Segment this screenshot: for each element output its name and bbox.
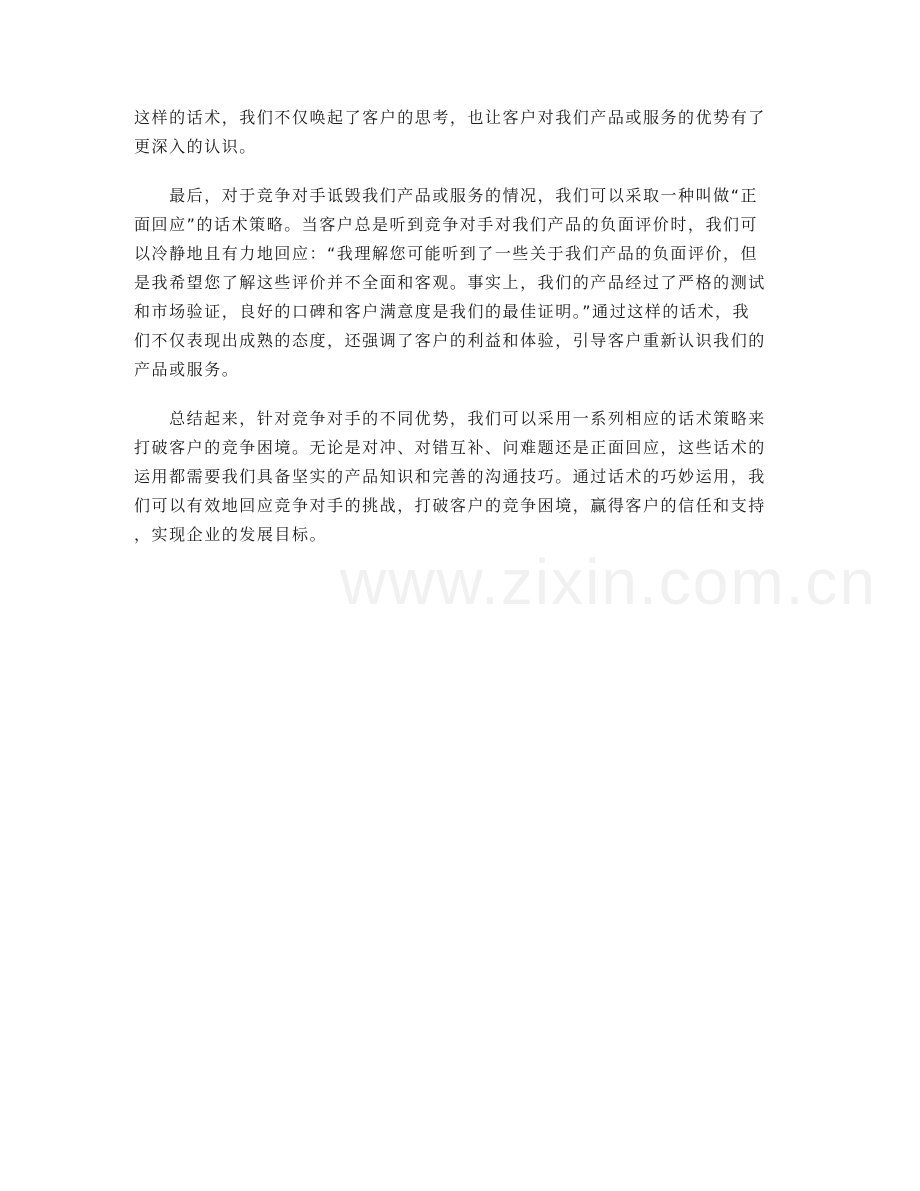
watermark: www.zixin.com.cn — [340, 546, 877, 618]
document-body — [134, 103, 786, 569]
paragraph-2: 最后，对于竞争对手诋毁我们产品或服务的情况，我们可以采取一种叫做“正 面回应”的话术策略。当客户总是听到竞争对手对我们产品的负面评价时，我们可 以冷静地且有力地回应：“我理解您可能听到了一些关于我们产品的负面评价，但 是我希望您了解这些评价并不全面和客观。事实上，我们的产品经过了严格的测试 和市场验证，良好的口碑和客户满意度是我们的最佳证明。”通过这样的话术，我 们不仅表现出成熟的态度，还强调了客户的利益和体验，引导客户重新认识我们的 产品或服务。 — [134, 186, 766, 379]
paragraph-1: 这样的话术，我们不仅唤起了客户的思考，也让客户对我们产品或服务的优势有了 更深入的认识。 — [134, 108, 766, 156]
paragraph-3: 总结起来，针对竞争对手的不同优势，我们可以采用一系列相应的话术策略来 打破客户的竞争困境。无论是对冲、对错互补、问难题还是正面回应，这些话术的 运用都需要我们具备坚实的产品知识和完善的沟通技巧。通过话术的巧妙运用，我 们可以有效地回应竞争对手的挑战，打破客户的竞争困境，赢得客户的信任和支持 ，实现企业的发展目标。 — [134, 409, 766, 544]
